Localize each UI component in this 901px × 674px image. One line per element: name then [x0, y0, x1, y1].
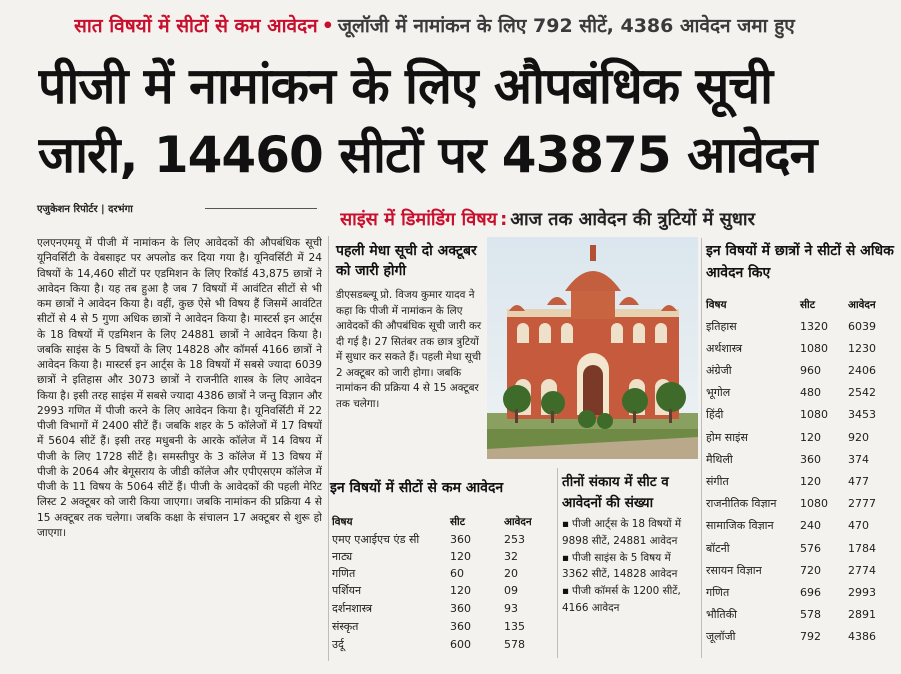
- header-seat: सीट: [450, 516, 465, 528]
- cell-subject: दर्शनशास्त्र: [332, 602, 373, 615]
- cell-applications: 470: [848, 519, 869, 532]
- cell-seat: 480: [800, 386, 821, 399]
- section-heading-red: साइंस में डिमांडिंग विषय: [340, 209, 498, 230]
- cell-applications: 3453: [848, 408, 876, 421]
- table-row: [706, 471, 896, 492]
- table-row: [706, 427, 896, 448]
- cell-seat: 360: [450, 602, 471, 615]
- table-row: [706, 449, 896, 470]
- cell-seat: 578: [800, 608, 821, 621]
- cell-seat: 60: [450, 567, 464, 580]
- cell-applications: 477: [848, 475, 869, 488]
- cell-seat: 360: [450, 533, 471, 546]
- cell-subject: जूलॉजी: [706, 630, 736, 643]
- table-row: [706, 515, 896, 536]
- table-row: [332, 582, 557, 599]
- faculty-box-list: [562, 516, 700, 617]
- cell-subject: गणित: [332, 567, 356, 580]
- cell-applications: 1230: [848, 342, 876, 355]
- cell-subject: भौतिकी: [706, 608, 737, 621]
- substory-text: डीएसडब्ल्यू प्रो. विजय कुमार यादव ने कहा कि पीजी में नामांकन के लिए आवेदकों की औपबंधिक सूची जारी कर दी गई है। 27 सितंबर तक छात्र त्रुटियों में सुधार कर सकते हैं। पहली मेधा सूची 2 अक्टूबर को जारी होगा। जबकि नामांकन की प्रक्रिया 4 से 15 अक्टूबर तक चलेगा।: [336, 289, 482, 410]
- cell-applications: 578: [504, 638, 525, 651]
- header-seat: सीट: [800, 299, 815, 311]
- cell-subject: भूगोल: [706, 386, 731, 399]
- table-row: [332, 548, 557, 565]
- cell-applications: 1784: [848, 542, 876, 555]
- cell-subject: बॉटनी: [706, 542, 730, 555]
- cell-seat: 960: [800, 364, 821, 377]
- cell-applications: 4386: [848, 630, 876, 643]
- cell-applications: 374: [848, 453, 869, 466]
- table-row: [706, 338, 896, 359]
- cell-seat: 120: [450, 584, 471, 597]
- table-row: [706, 626, 896, 647]
- cell-applications: 253: [504, 533, 525, 546]
- cell-subject: संस्कृत: [332, 620, 359, 633]
- table-row: [706, 404, 896, 425]
- cell-seat: 1320: [800, 320, 828, 333]
- header-applications: आवेदन: [504, 516, 532, 528]
- headline-line-2: जारी, 14460 सीटों पर 43875 आवेदन: [38, 126, 817, 184]
- bullet-icon: ▪: [562, 585, 570, 598]
- cell-subject: होम साइंस: [706, 431, 748, 444]
- cell-subject: पर्शियन: [332, 584, 362, 597]
- table-row: [706, 360, 896, 381]
- bullet-icon: ▪: [562, 518, 570, 530]
- header-subject: विषय: [332, 516, 353, 528]
- building-illustration: [487, 237, 698, 459]
- faculty-item-text: पीजी आर्ट्स के 18 विषयों में 9898 सीटें, 24881 आवेदन: [562, 518, 682, 547]
- list-item: [562, 583, 700, 617]
- header-subject: विषय: [706, 299, 727, 311]
- table-row: [332, 600, 557, 617]
- cell-seat: 792: [800, 630, 821, 643]
- cell-seat: 696: [800, 586, 821, 599]
- cell-seat: 120: [800, 431, 821, 444]
- section-heading: [340, 205, 885, 235]
- cell-subject: अर्थशास्त्र: [706, 342, 743, 355]
- table-row: [332, 618, 557, 635]
- cell-subject: राजनीतिक विज्ञान: [706, 497, 777, 510]
- cell-applications: 2774: [848, 564, 876, 577]
- cell-subject: एमए एआईएच एंड सी: [332, 533, 420, 546]
- table-row: [332, 565, 557, 582]
- cell-applications: 6039: [848, 320, 876, 333]
- cell-subject: हिंदी: [706, 408, 724, 421]
- cell-seat: 720: [800, 564, 821, 577]
- cell-seat: 600: [450, 638, 471, 651]
- cell-seat: 360: [450, 620, 471, 633]
- faculty-item-text: पीजी कॉमर्स के 1200 सीटें, 4166 आवेदन: [562, 585, 681, 614]
- cell-applications: 93: [504, 602, 518, 615]
- section-heading-dark: आज तक आवेदन की त्रुटियों में सुधार: [510, 209, 755, 230]
- kicker-dark: जूलॉजी में नामांकन के लिए 792 सीटें, 4386 आवेदन जमा हुए: [337, 15, 795, 37]
- list-item: [562, 516, 700, 550]
- table-row: [706, 604, 896, 625]
- cell-subject: मैथिली: [706, 453, 733, 466]
- cell-subject: रसायन विज्ञान: [706, 564, 762, 577]
- table-row: [332, 531, 557, 548]
- cell-seat: 1080: [800, 497, 828, 510]
- article-body: एलएनएमयू में पीजी में नामांकन के लिए आवेदकों की औपबंधिक सूची यूनिवर्सिटी के वेबसाइट पर अपलोड कर दिया गया है। यूनिवर्सिटी में 24 विषयों के 14,460 सीटों पर एडमिशन के लिए रिकॉर्ड 43,875 छात्रों ने आवेदन किया है। यह तब हुआ है जब 7 विषयों में आवंटित सीटों से भी कम छात्रों ने आवेदन किया है। वहीं, कुछ ऐसे भी विषय हैं जिसमें आवंटित सीटों से 4 से 5 गुणा अधिक छात्रों ने आवेदन किया है। मास्टर्स इन आर्ट्स के 18 विषयों में एडमिशन के लिए 24881 छात्रों ने आवेदन किया है। जबकि साइंस के 5 विषयों के लिए 14828 और कॉमर्स 4166 छात्रों ने आवेदन किया है। मास्टर्स इन आर्ट्स के 18 विषयों में सबसे ज्यादा 6039 छात्रों ने इतिहास और 3073 छात्रों ने राजनीति शास्त्र के लिए आवेदन किया है। इसी तरह साइंस में सबसे ज्यादा 4386 छात्रों ने जन्तु विज्ञान और 2993 गणित में पीजी करने के लिए आवेदन किया है। यूनिवर्सिटी में 22 पीजी विभागों में 2400 सीटें हैं। जबकि शहर के 5 कॉलेजों में 17 विषयों में 5604 सीटें हैं। इसी तरह मधुबनी के आरके कॉलेज में 14 विषय में पीजी के लिए 1728 सीटें है। समस्तीपुर के 3 कॉलेज में 13 विषय में पीजी के 2064 और बेगूसराय के जीडी कॉलेज और एपीएसएम कॉलेज में पीजी के 11 विषय के 5064 सीटें हैं। पीजी के आवेदकों की पहली मेरिट लिस्ट 2 अक्टूबर को जारी किया जाएगा। जबकि नामांकन की प्रक्रिया 4 से 15 अक्टूबर तक चलेगा। जबकि कक्षा के संचालन 17 अक्टूबर से शुरू हो जाएगा।: [37, 237, 322, 539]
- table-row: [706, 316, 896, 337]
- header-applications: आवेदन: [848, 299, 876, 311]
- cell-seat: 1080: [800, 408, 828, 421]
- kicker-line: [74, 6, 894, 46]
- cell-applications: 2542: [848, 386, 876, 399]
- cell-seat: 1080: [800, 342, 828, 355]
- faculty-item-text: पीजी साइंस के 5 विषय में 3362 सीटें, 14828 आवेदन: [562, 551, 678, 581]
- cell-applications: 920: [848, 431, 869, 444]
- substory-title: पहली मेधा सूची दो अक्टूबर को जारी होगी: [336, 243, 477, 279]
- table-row: [706, 382, 896, 403]
- cell-subject: गणित: [706, 586, 730, 599]
- faculty-box-title: तीनों संकाय में सीट व आवेदनों की संख्या: [562, 474, 669, 511]
- university-building-photo: [487, 237, 698, 459]
- cell-seat: 576: [800, 542, 821, 555]
- cell-applications: 2777: [848, 497, 876, 510]
- column-divider: [701, 238, 702, 658]
- byline: एजुकेशन रिपोर्टर | दरभंगा: [37, 204, 133, 215]
- cell-applications: 2891: [848, 608, 876, 621]
- section-heading-sep: :: [500, 209, 508, 230]
- cell-subject: इतिहास: [706, 320, 737, 333]
- cell-seat: 360: [800, 453, 821, 466]
- cell-applications: 32: [504, 550, 518, 563]
- cell-subject: सामाजिक विज्ञान: [706, 519, 774, 532]
- kicker-red: सात विषयों में सीटों से कम आवेदन: [74, 15, 318, 37]
- cell-seat: 120: [450, 550, 471, 563]
- cell-seat: 240: [800, 519, 821, 532]
- table-row: [706, 560, 896, 581]
- list-item: [562, 550, 700, 584]
- cell-seat: 120: [800, 475, 821, 488]
- table-row: [706, 582, 896, 603]
- column-divider: [328, 236, 329, 661]
- cell-subject: उर्दू: [332, 638, 344, 651]
- table-row: [706, 538, 896, 559]
- cell-applications: 09: [504, 584, 518, 597]
- cell-subject: संगीत: [706, 475, 729, 488]
- cell-applications: 135: [504, 620, 525, 633]
- table-row: [332, 636, 557, 653]
- kicker-dot: •: [321, 15, 334, 37]
- table-less-title: इन विषयों में सीटों से कम आवेदन: [330, 480, 504, 496]
- cell-applications: 2993: [848, 586, 876, 599]
- cell-applications: 20: [504, 567, 518, 580]
- bullet-icon: ▪: [562, 551, 570, 564]
- cell-applications: 2406: [848, 364, 876, 377]
- headline-line-1: पीजी में नामांकन के लिए औपबंधिक सूची: [38, 57, 773, 115]
- cell-subject: नाट्य: [332, 550, 353, 563]
- table-row: [706, 493, 896, 514]
- table-more-title: इन विषयों में छात्रों ने सीटों से अधिक आवेदन किए: [706, 243, 894, 281]
- cell-subject: अंग्रेजी: [706, 364, 732, 377]
- byline-rule: [205, 208, 317, 209]
